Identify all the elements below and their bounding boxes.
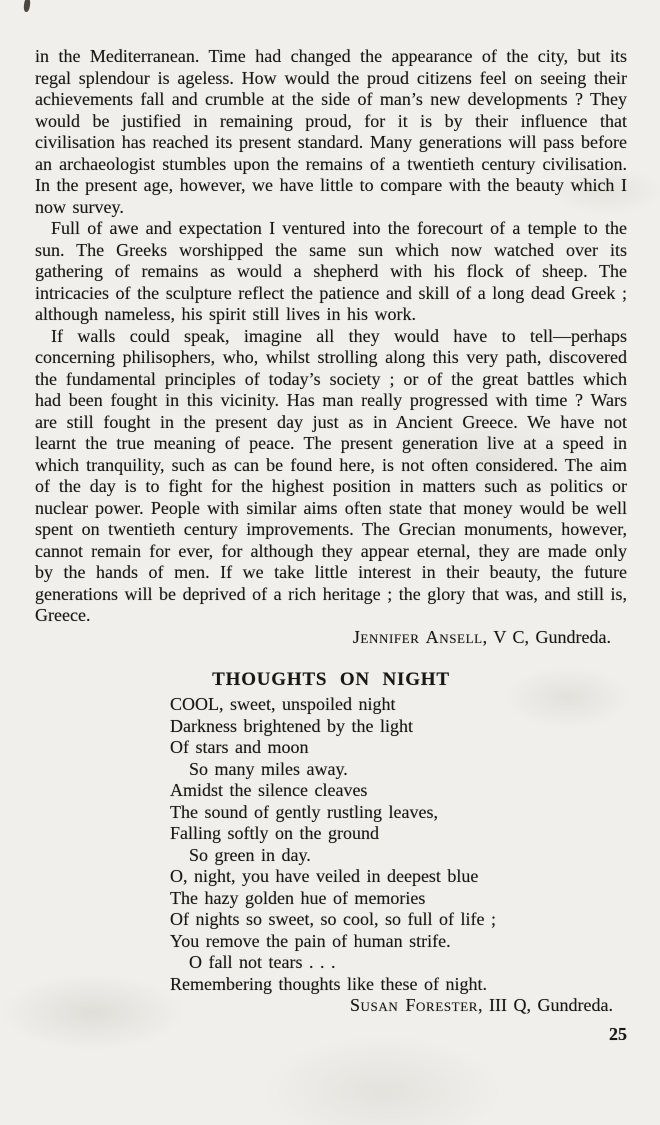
- poem-line: You remove the pain of human strife.: [170, 930, 451, 951]
- article-continuation: [35, 46, 627, 648]
- poem-line: O, night, you have veiled in deepest blue: [170, 866, 479, 886]
- poem-byline: [35, 995, 627, 1017]
- poem-line: O fall not tears . . .: [189, 952, 336, 972]
- poem-author-name: Susan Forester: [349, 995, 479, 1015]
- poem-line: Falling softly on the ground: [170, 823, 379, 843]
- article-paragraph-3: If walls could speak, imagine all they would have to tell—perhaps concerning philisophers, who, whilst strolling along this very path, discovered the fundamental principles of today’s society ; or of the great battles which had been fought in this vicinity. Has man really progressed with time ? Wars are still fought in the present day just as in Ancient Greece. We have not learnt the true meaning of peace. The present generation live at a speed in which tranquility, such as can be found here, is not often considered. The aim of the day is to fight for the highest position in matters such as politics or nuclear power. People with similar aims often state that money would be well spent on twentieth century improvements. The Grecian monuments, however, cannot remain for ever, for although they appear eternal, they are made only by the hands of men. If we take little interest in their beauty, the future generations will be deprived of a rich heritage ; the glory that was, and still is, Greece.: [35, 325, 627, 625]
- poem-section: [35, 668, 627, 1017]
- article-byline: [35, 627, 627, 649]
- poem-line: Of nights so sweet, so cool, so full of life ;: [170, 909, 496, 929]
- poem-author-class: , III Q, Gundreda.: [478, 995, 613, 1015]
- poem-line: The sound of gently rustling leaves,: [170, 801, 438, 822]
- poem-body: [170, 694, 627, 995]
- poem-line: Of stars and moon: [170, 737, 309, 757]
- poem-line: COOL, sweet, unspoiled night: [170, 694, 396, 714]
- poem-line: The hazy golden hue of memories: [170, 887, 426, 908]
- page-number: 25: [609, 1023, 627, 1044]
- poem-line: So green in day.: [189, 844, 311, 865]
- article-paragraph-1: in the Mediterranean. Time had changed the appearance of the city, but its regal splendour is ageless. How would the proud citizens feel on seeing their achievements fall and crumble at the side of man’s new developments ? They would be justified in remaining proud, for it is by their influence that civilisation has reached its present standard. Many generations will pass before an archaeologist stumbles upon the remains of a twentieth century civilisation. In the present age, however, we have little to compare with the beauty which I now survey.: [35, 46, 627, 217]
- poem-title: THOUGHTS ON NIGHT: [212, 669, 450, 690]
- article-paragraph-2: Full of awe and expectation I ventured into the forecourt of a temple to the sun. The Greeks worshipped the same sun which now watched over its gathering of remains as would a shepherd with his flock of sheep. The intricacies of the sculpture reflect the patience and skill of a long dead Greek ; although nameless, his spirit still lives in his work.: [35, 218, 627, 324]
- poem-line: Amidst the silence cleaves: [170, 780, 368, 800]
- article-author-class: , V C, Gundreda.: [482, 626, 611, 647]
- poem-line: So many miles away.: [189, 758, 348, 779]
- poem-line: Remembering thoughts like these of night.: [170, 973, 487, 994]
- article-author-name: Jennifer Ansell: [352, 626, 483, 647]
- poem-line: Darkness brightened by the light: [170, 715, 413, 736]
